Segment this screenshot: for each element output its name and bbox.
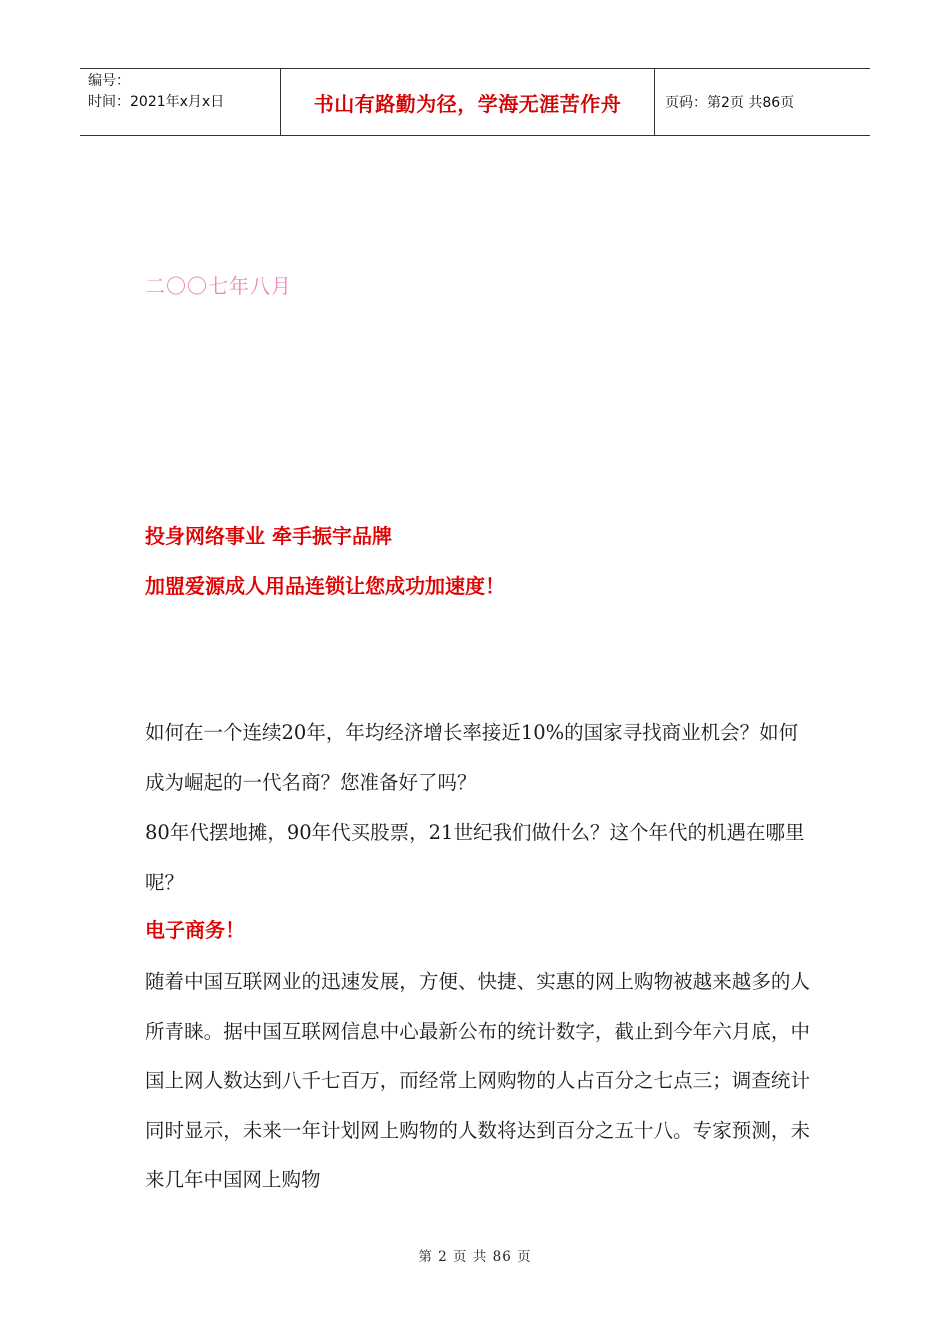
headline-1: 投身网络事业 牵手振宇品牌 [145, 524, 392, 548]
page-footer: 第 2 页 共 86 页 [418, 1249, 532, 1265]
document-header [80, 68, 870, 136]
header-time-label: 时间：2021年x月x日 [88, 94, 225, 110]
headline-2: 加盟爱源成人用品连锁让您成功加速度！ [145, 574, 505, 598]
section-title: 电子商务！ [145, 918, 245, 942]
document-date: 二〇〇七年八月 [145, 274, 292, 298]
header-meta [80, 69, 281, 135]
paragraph-2: 80年代摆地摊，90年代买股票，21世纪我们做什么？这个年代的机遇在哪里呢？ [145, 821, 805, 894]
header-motto: 书山有路勤为径，学海无涯苦作舟 [281, 69, 655, 135]
paragraph-3: 随着中国互联网业的迅速发展，方便、快捷、实惠的网上购物被越来越多的人所青睐。据中国互联网信息中心最新公布的统计数字，截止到今年六月底，中国上网人数达到八千七百万，而经常上网购物的人占百分之七点三；调查统计同时显示，未来一年计划网上购物的人数将达到百分之五十八。专家预测，未来几年中国网上购物 [145, 970, 810, 1191]
header-page-info: 页码：第2页 共86页 [665, 95, 795, 111]
header-number-label: 编号： [88, 73, 130, 89]
paragraph-1: 如何在一个连续20年，年均经济增长率接近10%的国家寻找商业机会？如何成为崛起的一代名商？您准备好了吗？ [145, 721, 799, 794]
